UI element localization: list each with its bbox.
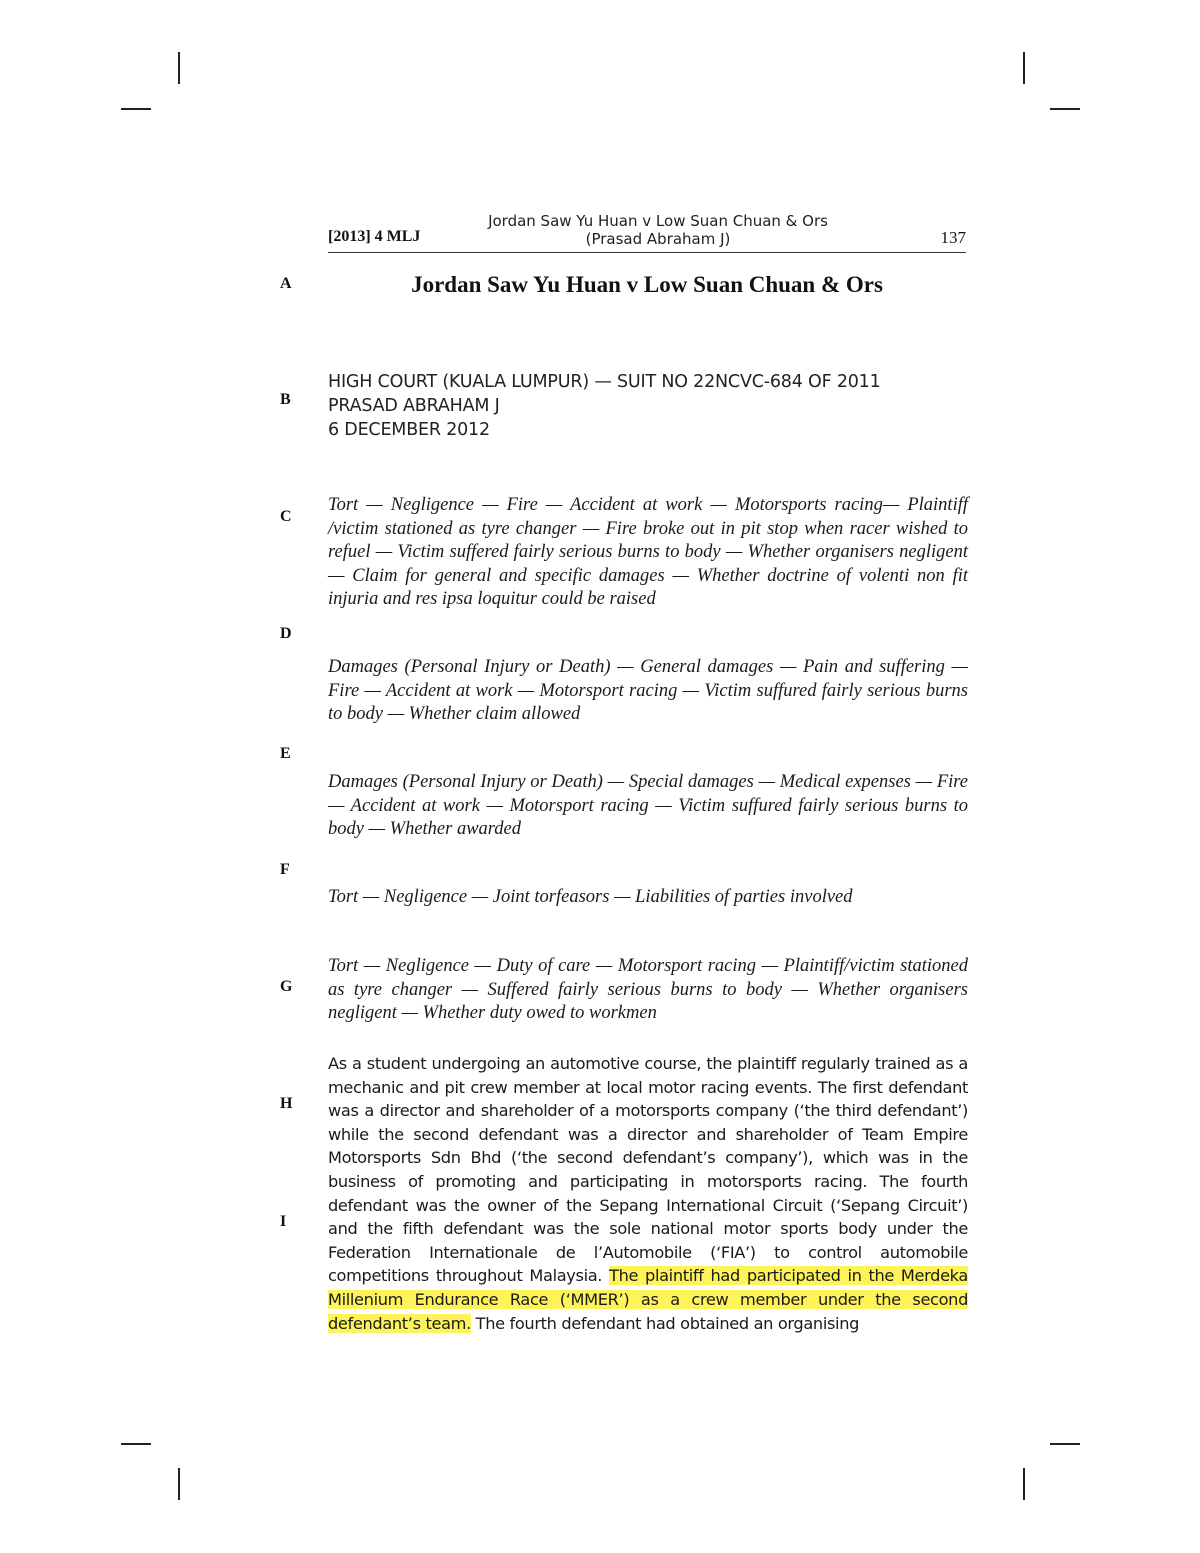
citation: [2013] 4 MLJ — [328, 228, 421, 245]
margin-letter-a: A — [280, 275, 292, 292]
catchword-paragraph: Damages (Personal Injury or Death) — General damages — Pain and suffering — Fire — Accident at work — Motorsport racing — Victim suffured fairly serious burns to body — Whether claim allowed — [328, 657, 968, 724]
judge-line: PRASAD ABRAHAM J — [328, 396, 500, 416]
margin-letter-c: C — [280, 508, 292, 525]
case-title: Jordan Saw Yu Huan v Low Suan Chuan & Ors — [411, 272, 883, 297]
crop-mark — [121, 1443, 151, 1445]
page-number: 137 — [940, 228, 966, 247]
running-title: Jordan Saw Yu Huan v Low Suan Chuan & Ors (Prasad Abraham J) — [488, 212, 828, 248]
headnote-text-continued: The fourth defendant had obtained an organising — [475, 1313, 860, 1333]
court-suit-line: HIGH COURT (KUALA LUMPUR) — SUIT NO 22NCVC-684 OF 2011 — [328, 372, 881, 392]
catchword-paragraph: Tort — Negligence — Joint torfeasors — Liabilities of parties involved — [328, 887, 853, 907]
crop-mark — [1050, 1443, 1080, 1445]
margin-letter-d: D — [280, 625, 292, 642]
crop-mark — [178, 52, 180, 84]
margin-letter-i: I — [280, 1213, 287, 1230]
catchword-paragraph: Tort — Negligence — Duty of care — Motorsport racing — Plaintiff/victim stationed as tyre changer — Suffered fairly serious burns to body — Whether organisers negligent — Whether duty owed to workmen — [328, 956, 968, 1023]
crop-mark — [121, 108, 151, 110]
court-info — [328, 370, 988, 442]
crop-mark — [178, 1468, 180, 1500]
catchword-paragraph: Damages (Personal Injury or Death) — Special damages — Medical expenses — Fire — Accident at work — Motorsport racing — Victim suffured fairly serious burns to body — Whether awarded — [328, 772, 968, 839]
crop-mark — [1023, 52, 1025, 84]
date-line: 6 DECEMBER 2012 — [328, 420, 490, 440]
running-header — [328, 212, 966, 253]
catchword-paragraph: Tort — Negligence — Fire — Accident at work — Motorsports racing— Plaintiff /victim stationed as tyre changer — Fire broke out in pit stop when racer wished to refuel — Victim suffered fairly serious burns to body — Whether organisers negligent — Claim for general and specific damages — Whether doctrine of volenti non fit injuria and res ipsa loquitur could be raised — [328, 495, 968, 609]
headnote-text: As a student undergoing an automotive course, the plaintiff regularly trained as a mechanic and pit crew member at local motor racing events. The first defendant was a director and shareholder of a motorsports company (‘the third defendant’) while the second defendant was a director and shareholder of Team Empire Motorsports Sdn Bhd (‘the second defendant’s company’), which was in the business of promoting and participating in motorsports racing. The fourth defendant was the owner of the Sepang International Circuit (‘Sepang Circuit’) and the fifth defendant was the sole national motor sports body under the Federation Internationale de l’Automobile (‘FIA’) to control automobile competitions throughout Malaysia. — [328, 1054, 968, 1286]
margin-letter-f: F — [280, 861, 290, 878]
crop-mark — [1023, 1468, 1025, 1500]
margin-letter-e: E — [280, 745, 291, 762]
headnote-paragraph — [328, 1052, 968, 1335]
margin-letter-g: G — [280, 978, 293, 995]
margin-letter-h: H — [280, 1095, 293, 1112]
crop-mark — [1050, 108, 1080, 110]
highlighted-text[interactable]: The plaintiff had participated in the Merdeka Millenium Endurance Race (‘MMER’) as a crew member under the second defendant’s team. — [328, 1266, 968, 1333]
margin-letter-b: B — [280, 391, 291, 408]
